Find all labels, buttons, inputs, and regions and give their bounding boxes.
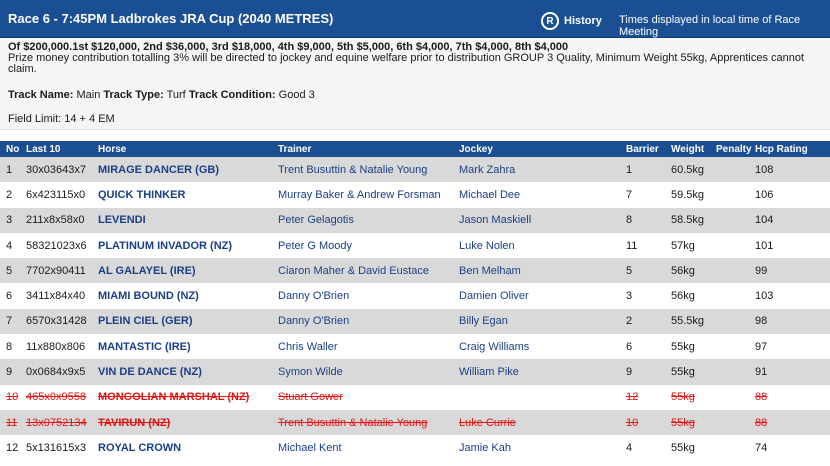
runner-hcp-rating: 88 — [755, 410, 830, 435]
prize-detail: Prize money contribution totalling 3% will be directed to jockey and equine welfare prior to distribution GROUP 3 Quality, Minimum Weight 55kg, Apprentices cannot claim. — [8, 52, 805, 75]
runner-last10: 211x8x58x0 — [26, 208, 98, 233]
column-header-hcp-rating[interactable]: Hcp Rating — [755, 141, 830, 157]
runner-last10: 3411x84x40 — [26, 283, 98, 308]
runner-horse-link[interactable]: MIAMI BOUND (NZ) — [98, 283, 278, 308]
runner-last10: 5x131615x3 — [26, 435, 98, 460]
runner-jockey-link[interactable]: William Pike — [459, 359, 626, 384]
runner-no: 8 — [0, 334, 26, 359]
runner-jockey-link[interactable]: Ben Melham — [459, 258, 626, 283]
prize-money: Of $200,000.1st $120,000, 2nd $36,000, 3rd $18,000, 4th $9,000, 5th $5,000, 6th $4,000, 7th $4,000, 8th $4,000 — [8, 41, 569, 53]
race-title: Race 6 - 7:45PM Ladbrokes JRA Cup (2040 METRES) — [8, 11, 334, 26]
runner-weight: 55kg — [671, 410, 716, 435]
table-row — [0, 385, 830, 410]
runner-hcp-rating: 88 — [755, 385, 830, 410]
history-label: History — [564, 15, 602, 27]
runner-last10: 6x423115x0 — [26, 182, 98, 207]
runner-penalty — [716, 208, 755, 233]
runner-no: 10 — [0, 385, 26, 410]
runner-trainer-link[interactable]: Danny O'Brien — [278, 309, 459, 334]
runner-trainer-link[interactable]: Symon Wilde — [278, 359, 459, 384]
table-row — [0, 182, 830, 207]
runner-jockey-link[interactable]: Craig Williams — [459, 334, 626, 359]
history-icon: R — [541, 12, 559, 30]
runner-horse-link[interactable]: VIN DE DANCE (NZ) — [98, 359, 278, 384]
history-button[interactable] — [541, 12, 602, 30]
runner-barrier: 1 — [626, 157, 671, 182]
field-limit-value: 14 + 4 EM — [64, 113, 115, 125]
runner-hcp-rating: 104 — [755, 208, 830, 233]
table-row — [0, 233, 830, 258]
track-type-value: Turf — [166, 89, 186, 101]
race-header — [0, 0, 830, 38]
field-rows — [0, 157, 830, 461]
table-row — [0, 157, 830, 182]
column-header-jockey[interactable]: Jockey — [459, 141, 626, 157]
runner-barrier: 9 — [626, 359, 671, 384]
column-header-barrier[interactable]: Barrier — [626, 141, 671, 157]
table-row — [0, 359, 830, 384]
runner-penalty — [716, 435, 755, 460]
runner-barrier: 10 — [626, 410, 671, 435]
runner-last10: 13x0752134 — [26, 410, 98, 435]
times-note: Times displayed in local time of Race Meeting — [619, 14, 801, 38]
runner-barrier: 7 — [626, 182, 671, 207]
runner-no: 2 — [0, 182, 26, 207]
runner-horse-link[interactable]: QUICK THINKER — [98, 182, 278, 207]
table-row — [0, 283, 830, 308]
table-row — [0, 334, 830, 359]
runner-weight: 56kg — [671, 283, 716, 308]
runner-weight: 60.5kg — [671, 157, 716, 182]
column-header-weight[interactable]: Weight — [671, 141, 716, 157]
runner-trainer-link[interactable]: Trent Busuttin & Natalie Young — [278, 410, 459, 435]
runner-hcp-rating: 99 — [755, 258, 830, 283]
runner-trainer-link[interactable]: Stuart Gower — [278, 385, 459, 410]
runner-penalty — [716, 157, 755, 182]
runner-trainer-link[interactable]: Danny O'Brien — [278, 283, 459, 308]
runner-no: 3 — [0, 208, 26, 233]
runner-last10: 0x0684x9x5 — [26, 359, 98, 384]
runner-penalty — [716, 182, 755, 207]
runner-hcp-rating: 101 — [755, 233, 830, 258]
runner-penalty — [716, 283, 755, 308]
runner-last10: 6570x31428 — [26, 309, 98, 334]
runner-weight: 55kg — [671, 359, 716, 384]
runner-no: 1 — [0, 157, 26, 182]
runner-no: 6 — [0, 283, 26, 308]
runner-trainer-link[interactable]: Peter G Moody — [278, 233, 459, 258]
track-name-value: Main — [76, 89, 101, 101]
runner-jockey-link[interactable]: Mark Zahra — [459, 157, 626, 182]
runner-hcp-rating: 106 — [755, 182, 830, 207]
runner-last10: 58321023x6 — [26, 233, 98, 258]
runner-last10: 7702x90411 — [26, 258, 98, 283]
runner-penalty — [716, 334, 755, 359]
track-type-label: Track Type: — [103, 89, 164, 101]
track-info — [8, 90, 315, 101]
runner-penalty — [716, 385, 755, 410]
runner-horse-link[interactable]: PLEIN CIEL (GER) — [98, 309, 278, 334]
runner-last10: 30x03643x7 — [26, 157, 98, 182]
runner-horse-link[interactable]: ROYAL CROWN — [98, 435, 278, 460]
runner-weight: 58.5kg — [671, 208, 716, 233]
runner-penalty — [716, 258, 755, 283]
runner-trainer-link[interactable]: Chris Waller — [278, 334, 459, 359]
race-info-panel — [0, 38, 830, 130]
track-name-label: Track Name: — [8, 89, 74, 101]
column-header-penalty[interactable]: Penalty — [716, 141, 755, 157]
runner-barrier: 2 — [626, 309, 671, 334]
runner-jockey-link[interactable]: Luke Nolen — [459, 233, 626, 258]
runner-no: 7 — [0, 309, 26, 334]
table-row — [0, 258, 830, 283]
runner-trainer-link[interactable]: Ciaron Maher & David Eustace — [278, 258, 459, 283]
runner-horse-link[interactable]: MANTASTIC (IRE) — [98, 334, 278, 359]
runner-no: 9 — [0, 359, 26, 384]
runner-no: 12 — [0, 435, 26, 460]
runner-hcp-rating: 98 — [755, 309, 830, 334]
table-row — [0, 435, 830, 460]
runner-hcp-rating: 108 — [755, 157, 830, 182]
runner-hcp-rating: 97 — [755, 334, 830, 359]
runner-no: 11 — [0, 410, 26, 435]
runner-barrier: 3 — [626, 283, 671, 308]
runner-horse-link[interactable]: LEVENDI — [98, 208, 278, 233]
runner-hcp-rating: 91 — [755, 359, 830, 384]
runner-hcp-rating: 74 — [755, 435, 830, 460]
runner-trainer-link[interactable]: Trent Busuttin & Natalie Young — [278, 157, 459, 182]
field-table — [0, 141, 830, 461]
runner-jockey-link[interactable]: Damien Oliver — [459, 283, 626, 308]
runner-barrier: 12 — [626, 385, 671, 410]
column-header-horse[interactable]: Horse — [98, 141, 278, 157]
runner-horse-link[interactable]: MONGOLIAN MARSHAL (NZ) — [98, 385, 278, 410]
runner-weight: 57kg — [671, 233, 716, 258]
runner-hcp-rating: 103 — [755, 283, 830, 308]
runner-weight: 55kg — [671, 334, 716, 359]
runner-penalty — [716, 309, 755, 334]
runner-horse-link[interactable]: TAVIRUN (NZ) — [98, 410, 278, 435]
column-header-no[interactable]: No — [0, 141, 26, 157]
table-row — [0, 410, 830, 435]
runner-barrier: 6 — [626, 334, 671, 359]
runner-no: 5 — [0, 258, 26, 283]
runner-trainer-link[interactable]: Michael Kent — [278, 435, 459, 460]
runner-horse-link[interactable]: AL GALAYEL (IRE) — [98, 258, 278, 283]
table-header-row — [0, 141, 830, 157]
field-limit-label: Field Limit: — [8, 113, 62, 125]
runner-penalty — [716, 233, 755, 258]
runner-barrier: 8 — [626, 208, 671, 233]
runner-barrier: 4 — [626, 435, 671, 460]
runner-jockey-link[interactable]: Luke Currie — [459, 410, 626, 435]
table-row — [0, 309, 830, 334]
column-header-last10[interactable]: Last 10 — [26, 141, 98, 157]
runner-horse-link[interactable]: PLATINUM INVADOR (NZ) — [98, 233, 278, 258]
runner-horse-link[interactable]: MIRAGE DANCER (GB) — [98, 157, 278, 182]
runner-jockey-link[interactable]: Jamie Kah — [459, 435, 626, 460]
runner-no: 4 — [0, 233, 26, 258]
track-condition-label: Track Condition: — [188, 89, 276, 101]
runner-jockey-link[interactable]: Michael Dee — [459, 182, 626, 207]
runner-last10: 11x880x806 — [26, 334, 98, 359]
runner-weight: 55kg — [671, 435, 716, 460]
track-condition-value: Good 3 — [278, 89, 315, 101]
runner-penalty — [716, 359, 755, 384]
runner-jockey-link[interactable] — [459, 385, 626, 410]
runner-trainer-link[interactable]: Murray Baker & Andrew Forsman — [278, 182, 459, 207]
runner-barrier: 5 — [626, 258, 671, 283]
runner-last10: 465x0x9558 — [26, 385, 98, 410]
runner-weight: 56kg — [671, 258, 716, 283]
field-limit — [8, 114, 115, 125]
table-row — [0, 208, 830, 233]
runner-weight: 55.5kg — [671, 309, 716, 334]
runner-barrier: 11 — [626, 233, 671, 258]
runner-weight: 55kg — [671, 385, 716, 410]
column-header-trainer[interactable]: Trainer — [278, 141, 459, 157]
runner-trainer-link[interactable]: Peter Gelagotis — [278, 208, 459, 233]
runner-jockey-link[interactable]: Billy Egan — [459, 309, 626, 334]
runner-weight: 59.5kg — [671, 182, 716, 207]
runner-penalty — [716, 410, 755, 435]
runner-jockey-link[interactable]: Jason Maskiell — [459, 208, 626, 233]
